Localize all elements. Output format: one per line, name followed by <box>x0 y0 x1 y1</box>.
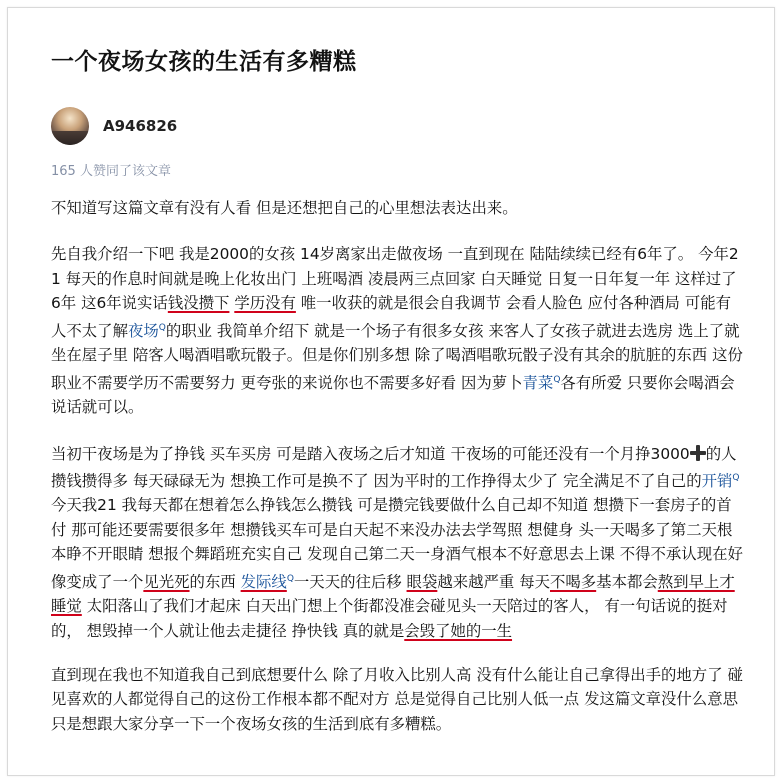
text-span: 唯一收获的就是很会自我调节 会看人脸色 应付各种酒局 可能有人不太了解 <box>51 294 732 340</box>
handwritten-underline: 学历没有 <box>234 294 296 313</box>
text-span: 一天天的往后移 <box>293 572 407 591</box>
handwritten-underline: 不喝多 <box>549 572 597 591</box>
text-span: 的人攒钱攒得多 每天碌碌无为 想换工作可是换不了 因为平时的工作挣得太少了 完全满足不了自己的 <box>51 444 737 491</box>
author-row <box>51 107 744 145</box>
keyword-link-yechang[interactable]: 夜场 <box>127 321 159 340</box>
keyword-link-kaixiao[interactable]: 开销 <box>701 472 733 491</box>
text-span: 基本都会 <box>596 572 658 591</box>
paragraph-1: 不知道写这篇文章有没有人看 但是还想把自己的心里想法表达出来。 <box>51 199 518 217</box>
paragraph-4: 直到现在我也不知道我自己到底想要什么 除了月收入比别人高 没有什么能让自己拿得出手的地方了 碰见喜欢的人都觉得自己的这份工作根本都不配对方 总是觉得自己比别人低一点 发这篇文章没什么意思 只是想跟大家分享一下一个夜场女孩的生活到底有多糟糕。 <box>51 666 743 733</box>
text-span: 太阳落山了我们才起床 白天出门想上个街都没准会碰见头一天陪过的客人， 有一句话说的挺对的， 想毁掉一个人就让他去走捷径 挣快钱 真的就是 <box>51 597 728 640</box>
text-span: 今天我21 我每天都在想着怎么挣钱怎么攒钱 可是攒完钱要做什么自己却不知道 想攒下一套房子的首付 那可能还要需要很多年 想攒钱买车可是白天起不来没办法去学驾照 想健身 头一天喝多了第二天根本睁不开眼睛 想报个舞蹈班充实自己 发现自己第二天一身酒气根本不好意思去上课 不得不承认现在好像变成了一个 <box>51 496 743 591</box>
author-name[interactable]: A946826 <box>103 117 178 135</box>
search-sup-icon: Q <box>553 374 561 385</box>
keyword-link-fajixian[interactable]: 发际线 <box>240 572 287 591</box>
text-span: 越来越严重 每天 <box>437 572 550 591</box>
article-card <box>7 7 775 776</box>
handwritten-underline: 见光死 <box>143 572 190 591</box>
search-sup-icon: Q <box>732 472 740 483</box>
paragraph-3 <box>51 442 744 644</box>
heavy-plus-icon <box>690 445 706 461</box>
handwritten-underline: 会毁了她的一生 <box>404 621 513 640</box>
text-span: 的职业 我简单介绍下 就是一个场子有很多女孩 来客人了女孩子就进去选房 选上了就坐在屋子里 陪客人喝酒唱歌玩骰子。但是你们别多想 除了喝酒唱歌玩骰子没有其余的肮脏的东西 这份职业不需要学历不需要努力 更夸张的来说你也不需要多好看 因为萝卜 <box>51 321 743 392</box>
article-title: 一个夜场女孩的生活有多糟糕 <box>51 49 357 75</box>
paragraph-2 <box>51 242 744 419</box>
likes-count: 165 人赞同了该文章 <box>51 164 171 179</box>
search-sup-icon: Q <box>286 573 294 584</box>
text-span: 先自我介绍一下吧 我是2000的女孩 14岁离家出走做夜场 一直到现在 陆陆续续已经有6年了。 今年21 每天的作息时间就是晚上化妆出门 上班喝酒 凌晨两三点回家 白天睡觉 日复一日年复一年 这样过了6年 这6年说实话 <box>51 245 739 313</box>
article <box>51 46 744 736</box>
handwritten-underline: 钱没攒下 <box>167 294 230 313</box>
search-sup-icon: Q <box>158 322 166 333</box>
text-span: 的东西 <box>189 572 241 591</box>
keyword-link-qingcai[interactable]: 青菜 <box>522 373 554 392</box>
text-span: 各有所爱 只要你会喝酒会说话就可以。 <box>51 373 735 417</box>
handwritten-underline: 熬到早上才睡觉 <box>51 572 735 616</box>
text-span: 当初干夜场是为了挣钱 买车买房 可是踏入夜场之后才知道 干夜场的可能还没有一个月挣3000 <box>51 444 690 463</box>
handwritten-underline: 眼袋 <box>406 572 438 591</box>
avatar[interactable] <box>51 107 89 145</box>
